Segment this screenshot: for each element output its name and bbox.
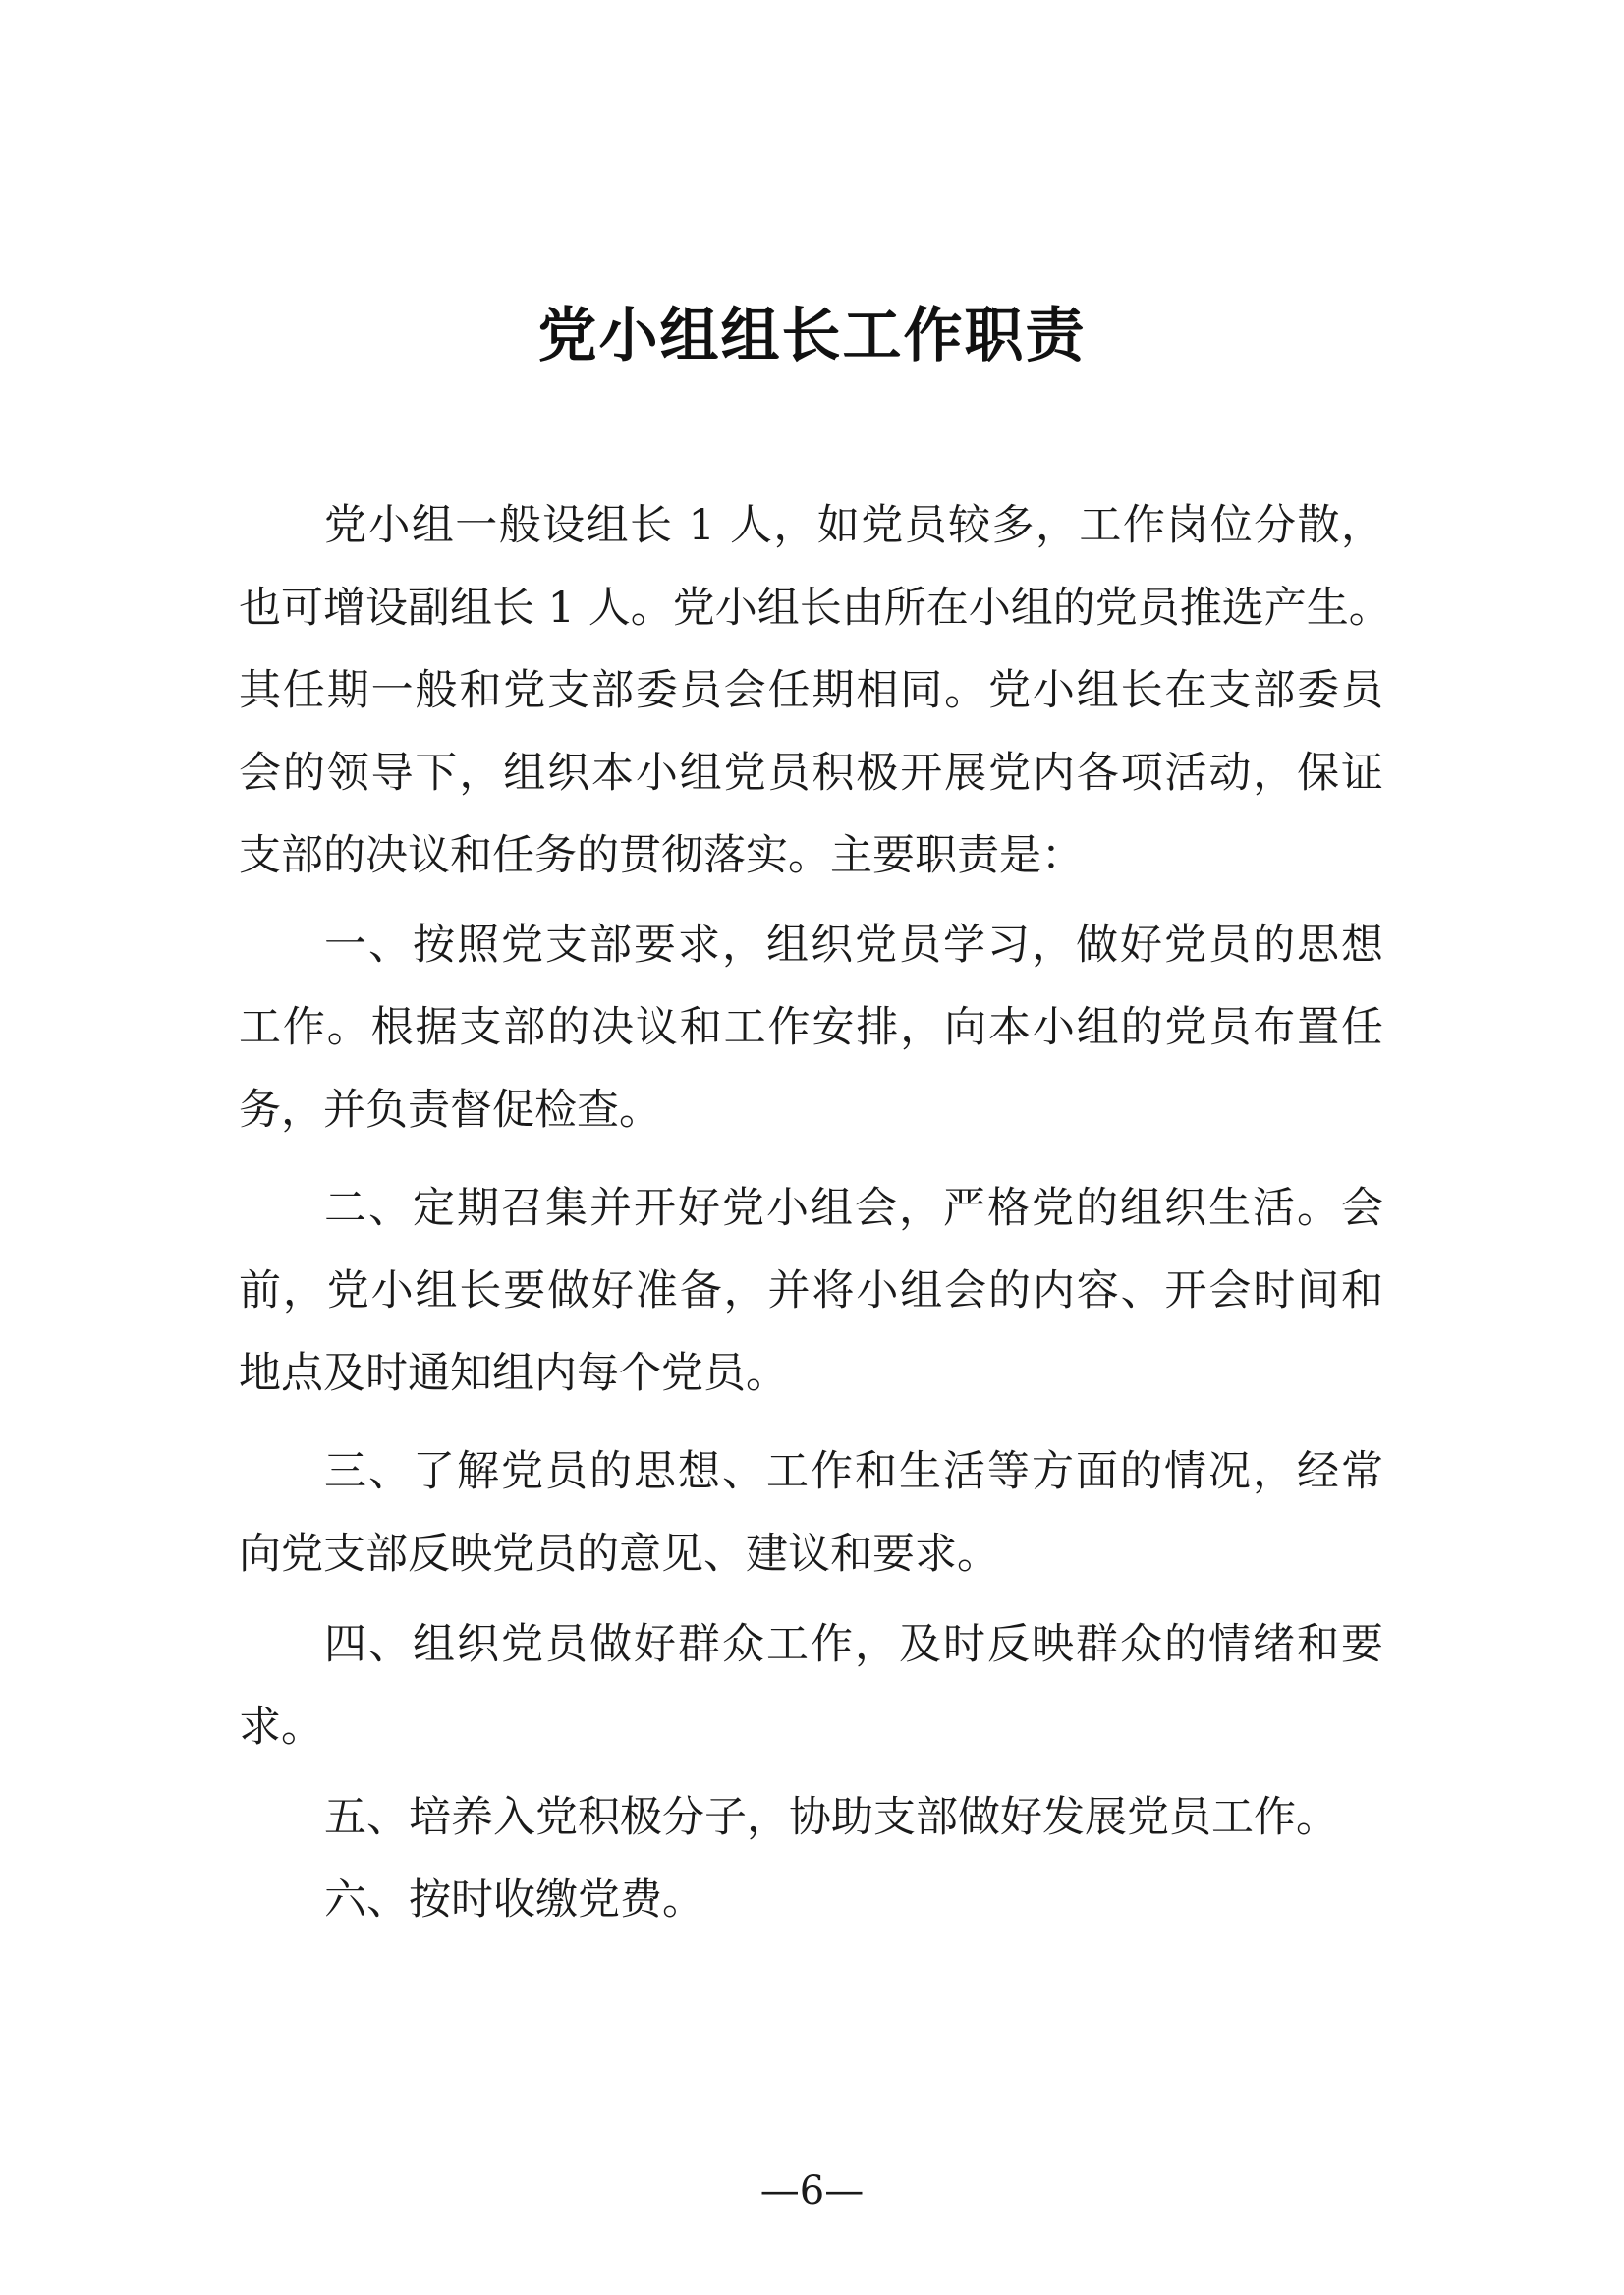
duty-item-6-line: 六、按时收缴党费。 xyxy=(324,1875,704,1925)
body-line: 其任期一般和党支部委员会任期相同。党小组长在支部委员 xyxy=(239,666,1383,715)
duty-item-3-line: 向党支部反映党员的意见、建议和要求。 xyxy=(239,1530,999,1579)
duty-item-2-line: 二、定期召集并开好党小组会，严格党的组织生活。会 xyxy=(324,1184,1383,1233)
body-line: 支部的决议和任务的贯彻落实。主要职责是： xyxy=(239,831,1084,880)
duty-item-1-line: 务，并负责督促检查。 xyxy=(239,1086,661,1135)
body-line: 也可增设副组长 1 人。党小组长由所在小组的党员推选产生。 xyxy=(239,584,1391,633)
duty-item-1-line: 一、按照党支部要求，组织党员学习，做好党员的思想 xyxy=(324,921,1383,970)
page-title: 党小组组长工作职责 xyxy=(537,302,1087,370)
duty-item-4-line: 四、组织党员做好群众工作，及时反映群众的情绪和要 xyxy=(324,1620,1383,1669)
duty-item-1-line: 工作。根据支部的决议和工作安排，向本小组的党员布置任 xyxy=(239,1003,1383,1052)
duty-item-4-line: 求。 xyxy=(239,1703,323,1752)
duty-item-2-line: 地点及时通知组内每个党员。 xyxy=(239,1349,788,1398)
duty-item-3-line: 三、了解党员的思想、工作和生活等方面的情况，经常 xyxy=(324,1447,1383,1496)
body-line: 会的领导下，组织本小组党员积极开展党内各项活动，保证 xyxy=(239,749,1383,798)
duty-item-5-line: 五、培养入党积极分子，协助支部做好发展党员工作。 xyxy=(324,1793,1338,1842)
duty-item-2-line: 前，党小组长要做好准备，并将小组会的内容、开会时间和 xyxy=(239,1266,1383,1315)
page-number: —6— xyxy=(759,2168,865,2213)
body-line: 党小组一般设组长 1 人，如党员较多，工作岗位分散， xyxy=(324,501,1383,550)
